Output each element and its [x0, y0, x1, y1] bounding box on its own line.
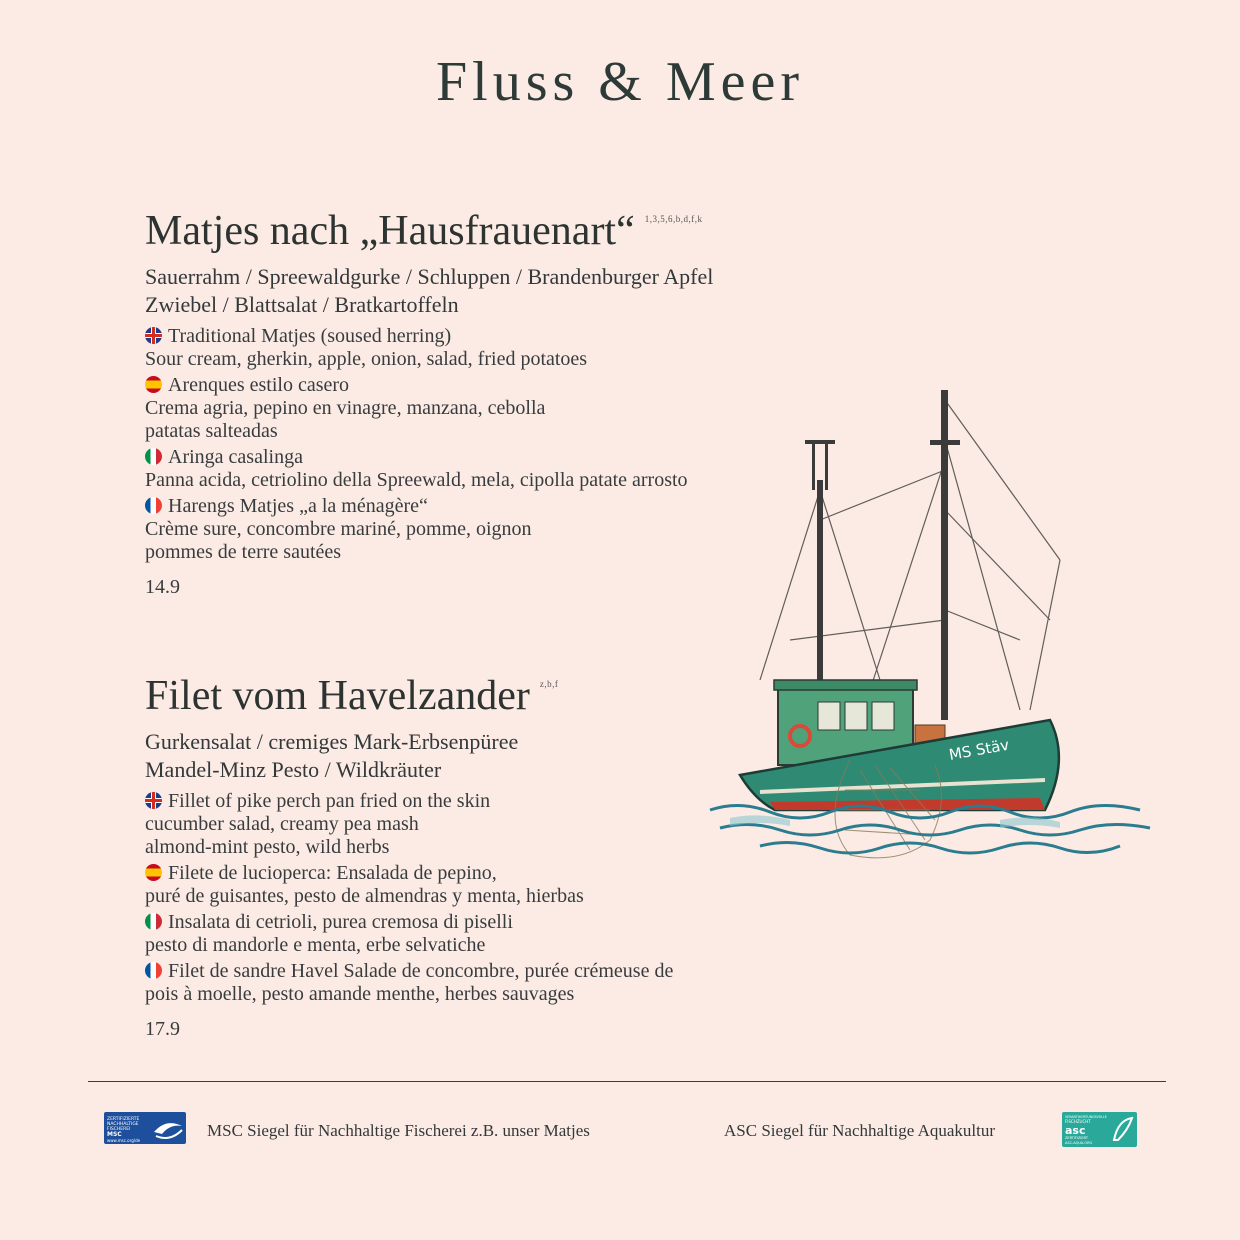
boat-name-label: MS Stäv [947, 735, 1011, 764]
translation-italian [145, 446, 785, 492]
translation-line: pesto di mandorle e menta, erbe selvatiche [145, 934, 486, 956]
description-line: Gurkensalat / cremiges Mark-Erbsenpüree [145, 729, 519, 754]
translation-line: Panna acida, cetriolino della Spreewald, mela, cipolla patate arrosto [145, 469, 688, 491]
asc-logo [1062, 1112, 1137, 1147]
translation-line: Fillet of pike perch pan fried on the skin [168, 790, 491, 812]
translation-french [145, 495, 785, 564]
translation-line: Filete de lucioperca: Ensalada de pepino, [168, 862, 497, 884]
translation-spanish [145, 862, 785, 908]
translation-line: almond-mint pesto, wild herbs [145, 836, 390, 858]
msc-logo-text: NACHHALTIGE [107, 1122, 139, 1127]
translations [145, 325, 785, 564]
menu-item-matjes [145, 195, 785, 599]
description-german [145, 263, 785, 319]
translation-line: Insalata di cetrioli, purea cremosa di piselli [168, 911, 513, 933]
italy-flag-icon [145, 448, 162, 465]
asc-logo-text: VERANTWORTUNGSVOLLE [1065, 1115, 1107, 1119]
translation-french [145, 960, 785, 1006]
translation-line: Arenques estilo casero [168, 374, 350, 396]
description-line: Sauerrahm / Spreewaldgurke / Schluppen / Brandenburger Apfel [145, 264, 714, 289]
uk-flag-icon [145, 327, 162, 344]
allergen-codes: z,b,f [539, 679, 559, 689]
translation-line: patatas salteadas [145, 420, 278, 442]
translation-line: pommes de terre sautées [145, 541, 342, 563]
translation-line: puré de guisantes, pesto de almendras y menta, hierbas [145, 885, 584, 907]
msc-logo-text: FISCHEREI [107, 1127, 131, 1132]
france-flag-icon [145, 962, 162, 979]
page-title: Fluss & Meer [436, 51, 804, 113]
translation-italian [145, 911, 785, 957]
translation-spanish [145, 374, 785, 443]
msc-logo-text: ZERTIFIZIERTE [107, 1117, 140, 1122]
italy-flag-icon [145, 913, 162, 930]
translation-line: Filet de sandre Havel Salade de concombre, purée crémeuse de [168, 960, 674, 982]
msc-caption: MSC Siegel für Nachhaltige Fischerei z.B. unser Matjes [207, 1121, 590, 1140]
translation-english [145, 325, 785, 371]
price: 14.9 [145, 576, 180, 598]
spain-flag-icon [145, 376, 162, 393]
translations [145, 790, 785, 1006]
asc-logo-text: ZERTIFIZIERT [1065, 1136, 1088, 1140]
translation-line: cucumber salad, creamy pea mash [145, 813, 419, 835]
translation-line: Crema agria, pepino en vinagre, manzana, cebolla [145, 397, 546, 419]
dish-name [145, 660, 785, 720]
translation-line: Harengs Matjes „a la ménagère“ [168, 495, 428, 517]
description-german [145, 728, 785, 784]
translation-line: Sour cream, gherkin, apple, onion, salad, fried potatoes [145, 348, 588, 370]
translation-line: Crème sure, concombre mariné, pomme, oignon [145, 518, 532, 540]
price: 17.9 [145, 1018, 180, 1040]
translation-english [145, 790, 785, 859]
asc-logo-text: ASC-AQUA.ORG [1065, 1141, 1093, 1145]
msc-logo-text: www.msc.org/de [107, 1138, 141, 1143]
msc-logo [104, 1112, 186, 1144]
asc-caption: ASC Siegel für Nachhaltige Aquakultur [724, 1121, 996, 1140]
asc-logo-text: FISCHZUCHT [1065, 1119, 1091, 1124]
allergen-codes: 1,3,5,6,b,d,f,k [644, 214, 703, 224]
translation-line: Aringa casalinga [168, 446, 303, 468]
translation-line: pois à moelle, pesto amande menthe, herbes sauvages [145, 983, 575, 1005]
description-line: Mandel-Minz Pesto / Wildkräuter [145, 757, 442, 782]
description-line: Zwiebel / Blattsalat / Bratkartoffeln [145, 292, 459, 317]
france-flag-icon [145, 497, 162, 514]
uk-flag-icon [145, 792, 162, 809]
msc-logo-text: MSC [107, 1131, 122, 1138]
dish-title: Matjes nach „Hausfrauenart“ [145, 208, 635, 254]
spain-flag-icon [145, 864, 162, 881]
dish-name [145, 195, 785, 255]
dish-title: Filet vom Havelzander [145, 673, 530, 719]
menu-item-zander [145, 660, 785, 1041]
translation-line: Traditional Matjes (soused herring) [168, 325, 452, 347]
footer-divider [88, 1081, 1166, 1082]
asc-logo-text: asc [1065, 1124, 1086, 1137]
fishing-boat-illustration [700, 380, 1160, 880]
